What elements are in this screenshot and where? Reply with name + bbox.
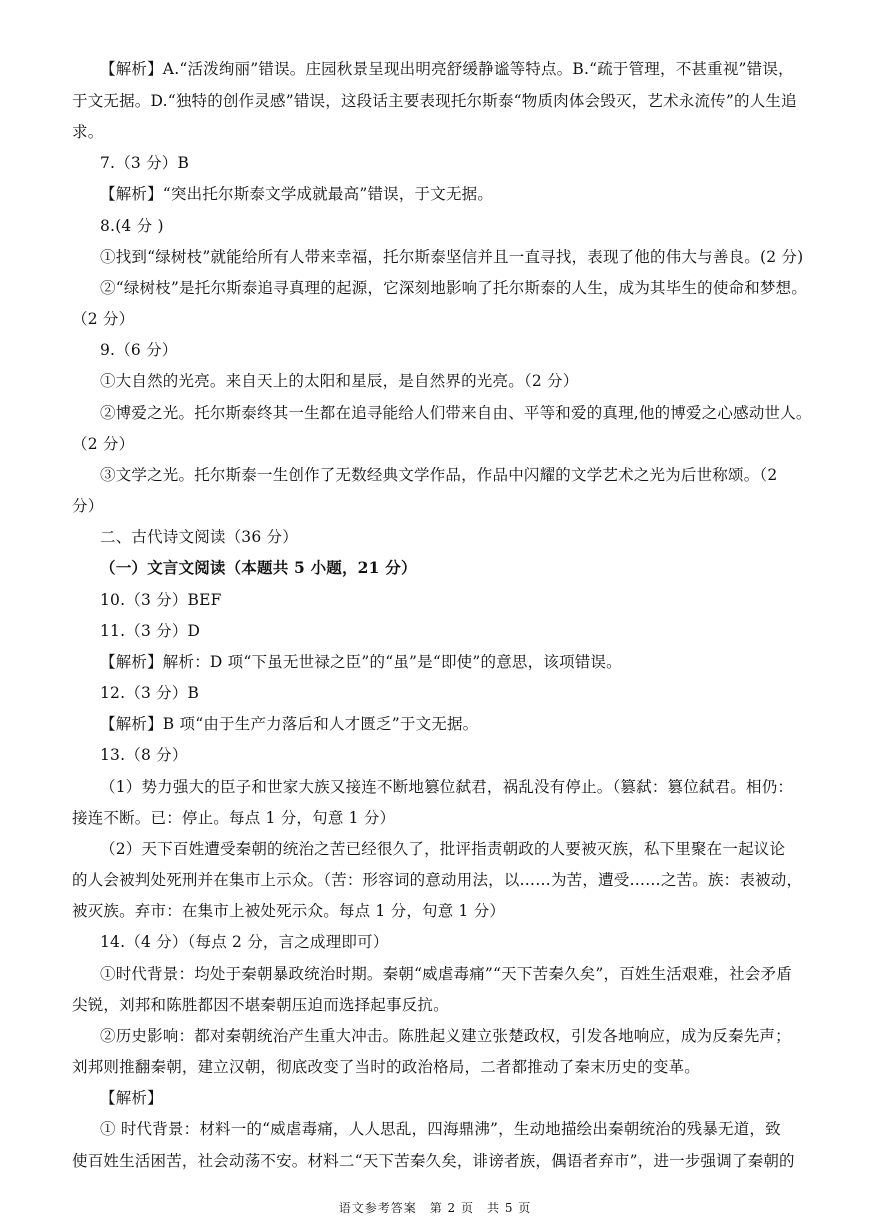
text-line: （2）天下百姓遭受秦朝的统治之苦已经很久了，批评指责朝政的人要被灭族，私下里聚在一起议论 [100, 840, 786, 858]
text-line: 被灭族。弃市：在集市上被处死示众。每点 1 分，句意 1 分） [72, 902, 506, 920]
text-line: ①大自然的光亮。来自天上的太阳和星辰，是自然界的光亮。（2 分） [100, 372, 579, 390]
text-line: 13.（8 分） [100, 746, 188, 764]
text-line: ①时代背景：均处于秦朝暴政统治时期。秦朝“威虐毒痛”“天下苦秦久矣”，百姓生活艰难，社会矛盾 [100, 965, 792, 983]
text-line: ①找到“绿树枝”就能给所有人带来幸福，托尔斯泰坚信并且一直寻找，表现了他的伟大与善良。(2 分) [100, 248, 804, 266]
text-line: 【解析】 [100, 1089, 163, 1107]
section-heading: 二、古代诗文阅读（36 分） [100, 528, 298, 546]
text-line: 9.（6 分） [100, 341, 178, 359]
text-line: 分） [72, 497, 104, 515]
text-line: ③文学之光。托尔斯泰一生创作了无数经典文学作品，作品中闪耀的文学艺术之光为后世称颂。（2 [100, 466, 778, 484]
text-line: 【解析】A.“活泼绚丽”错误。庄园秋景呈现出明亮舒缓静谧等特点。B.“疏于管理，不甚重视”错误， [100, 60, 794, 78]
page-footer: 语文参考答案 第 2 页 共 5 页 [338, 1201, 532, 1215]
text-line: 求。 [72, 123, 104, 141]
text-line: （1）势力强大的臣子和世家大族又接连不断地篡位弑君，祸乱没有停止。（篡弑：篡位弑君。相仍： [100, 778, 794, 796]
text-line: ① 时代背景：材料一的“威虐毒痛，人人思乱，四海鼎沸”，生动地描绘出秦朝统治的残暴无道，致 [100, 1120, 781, 1138]
text-line: 7.（3 分）B [100, 154, 190, 172]
text-line: 10.（3 分）BEF [100, 591, 222, 609]
text-line: 于文无据。D.“独特的创作灵感”错误，这段话主要表现托尔斯泰“物质肉体会毁灭，艺术永流传”的人生追 [72, 92, 797, 110]
text-line: ②历史影响：都对秦朝统治产生重大冲击。陈胜起义建立张楚政权，引发各地响应，成为反秦先声； [100, 1027, 791, 1045]
text-line: 11.（3 分）D [100, 622, 201, 640]
text-line: ②“绿树枝”是托尔斯泰追寻真理的起源，它深刻地影响了托尔斯泰的人生，成为其毕生的使命和梦想。 [100, 279, 808, 297]
subsection-heading: （一）文言文阅读（本题共 5 小题，21 分） [100, 558, 417, 577]
text-line: 尖锐，刘邦和陈胜都因不堪秦朝压迫而选择起事反抗。 [72, 996, 449, 1014]
text-line: 14.（4 分）（每点 2 分，言之成理即可） [100, 933, 389, 951]
text-line: 【解析】B 项“由于生产力落后和人才匮乏”于文无据。 [100, 715, 479, 733]
text-line: 的人会被判处死刑并在集市上示众。（苦：形容词的意动用法，以……为苦，遭受……之苦。族：表被动， [72, 871, 803, 889]
text-line: 8.(4 分 ) [100, 217, 164, 235]
text-line: 【解析】解析：D 项“下虽无世禄之臣”的“虽”是“即使”的意思，该项错误。 [100, 653, 622, 671]
text-line: 刘邦则推翻秦朝，建立汉朝，彻底改变了当时的政治格局，二者都推动了秦末历史的变革。 [72, 1058, 701, 1076]
text-line: （2 分） [72, 435, 135, 453]
text-line: ②博爱之光。托尔斯泰终其一生都在追寻能给人们带来自由、平等和爱的真理,他的博爱之心感动世人。 [100, 404, 812, 422]
text-line: 使百姓生活困苦，社会动荡不安。材料二“天下苦秦久矣，诽谤者族，偶语者弃市”，进一步强调了秦朝的 [72, 1152, 795, 1170]
text-line: （2 分） [72, 310, 135, 328]
text-line: 12.（3 分）B [100, 684, 200, 702]
text-line: 接连不断。已：停止。每点 1 分，句意 1 分） [72, 809, 396, 827]
text-line: 【解析】“突出托尔斯泰文学成就最高”错误，于文无据。 [100, 185, 494, 203]
